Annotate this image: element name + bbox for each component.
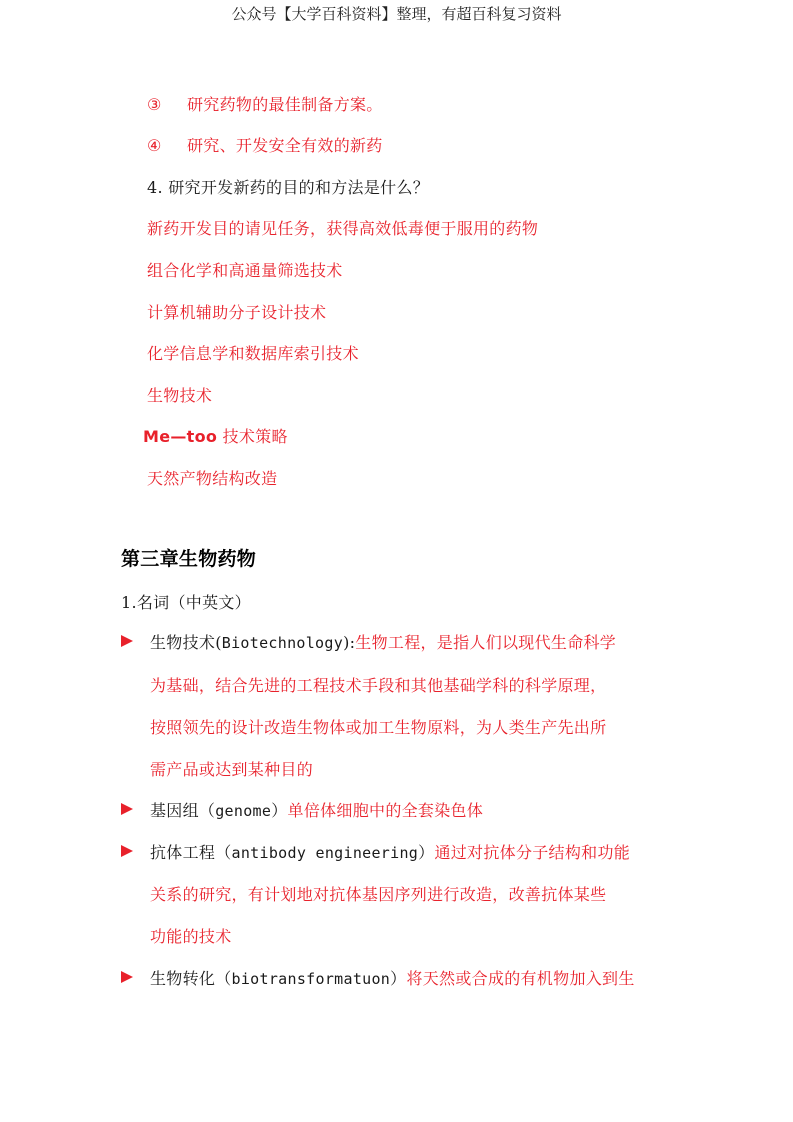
chapter-title: 第三章生物药物 xyxy=(121,548,257,570)
answer-2: 组合化学和高通量筛选技术 xyxy=(147,261,343,280)
term-3 xyxy=(150,840,630,863)
answer-4: 化学信息学和数据库索引技术 xyxy=(147,344,359,363)
term-1-definition-line-3: 按照领先的设计改造生物体或加工生物原料，为人类生产先出所 xyxy=(150,718,607,737)
term-1 xyxy=(150,630,616,653)
term-3-close: ） xyxy=(418,843,435,862)
term-1-definition-line-2: 为基础，结合先进的工程技术手段和其他基础学科的科学原理， xyxy=(150,676,607,695)
term-3-definition: 通过对抗体分子结构和功能 xyxy=(434,843,631,862)
answer-6-rest: 技术策略 xyxy=(217,427,288,446)
section-title: 1.名词（中英文） xyxy=(121,593,251,612)
item-3-number: ③ xyxy=(147,95,162,114)
term-4-close: ） xyxy=(390,969,407,988)
term-4 xyxy=(150,966,635,989)
answer-6 xyxy=(143,424,288,447)
term-1-definition-line-4: 需产品或达到某种目的 xyxy=(150,760,314,779)
term-4-label: 生物转化（ xyxy=(150,969,232,988)
term-1-english: Biotechnology xyxy=(221,634,344,652)
term-3-label: 抗体工程（ xyxy=(150,843,232,862)
page-header: 公众号【大学百科资料】整理，有超百科复习资料 xyxy=(231,5,562,23)
term-3-definition-line-2: 关系的研究，有计划地对抗体基因序列进行改造，改善抗体某些 xyxy=(150,885,607,904)
term-1-close: ): xyxy=(343,633,356,652)
term-2 xyxy=(150,798,483,821)
term-2-close: ） xyxy=(271,801,288,820)
item-4-number: ④ xyxy=(147,136,162,155)
term-1-label: 生物技术( xyxy=(150,633,222,652)
answer-6-latin: Me—too xyxy=(143,427,218,446)
answer-5: 生物技术 xyxy=(147,386,213,405)
term-3-definition-line-3: 功能的技术 xyxy=(150,927,232,946)
answer-1: 新药开发目的请见任务，获得高效低毒便于服用的药物 xyxy=(147,219,539,238)
question-4: 4. 研究开发新药的目的和方法是什么？ xyxy=(147,178,430,197)
item-3 xyxy=(147,92,383,115)
bullet-arrow-icon xyxy=(121,803,133,815)
bullet-arrow-icon xyxy=(121,971,133,983)
term-4-english: biotransformatuon xyxy=(231,970,391,988)
item-3-text: 研究药物的最佳制备方案。 xyxy=(187,95,383,114)
term-4-definition: 将天然或合成的有机物加入到生 xyxy=(406,969,635,988)
term-1-definition: 生物工程，是指人们以现代生命科学 xyxy=(355,633,617,652)
item-4 xyxy=(147,133,383,156)
term-2-label: 基因组（ xyxy=(150,801,216,820)
term-3-english: antibody engineering xyxy=(231,844,419,862)
bullet-arrow-icon xyxy=(121,845,133,857)
bullet-arrow-icon xyxy=(121,635,133,647)
item-4-text: 研究、开发安全有效的新药 xyxy=(187,136,383,155)
answer-3: 计算机辅助分子设计技术 xyxy=(147,303,327,322)
answer-7: 天然产物结构改造 xyxy=(147,469,278,488)
term-2-definition: 单倍体细胞中的全套染色体 xyxy=(287,801,484,820)
term-2-english: genome xyxy=(215,802,272,820)
